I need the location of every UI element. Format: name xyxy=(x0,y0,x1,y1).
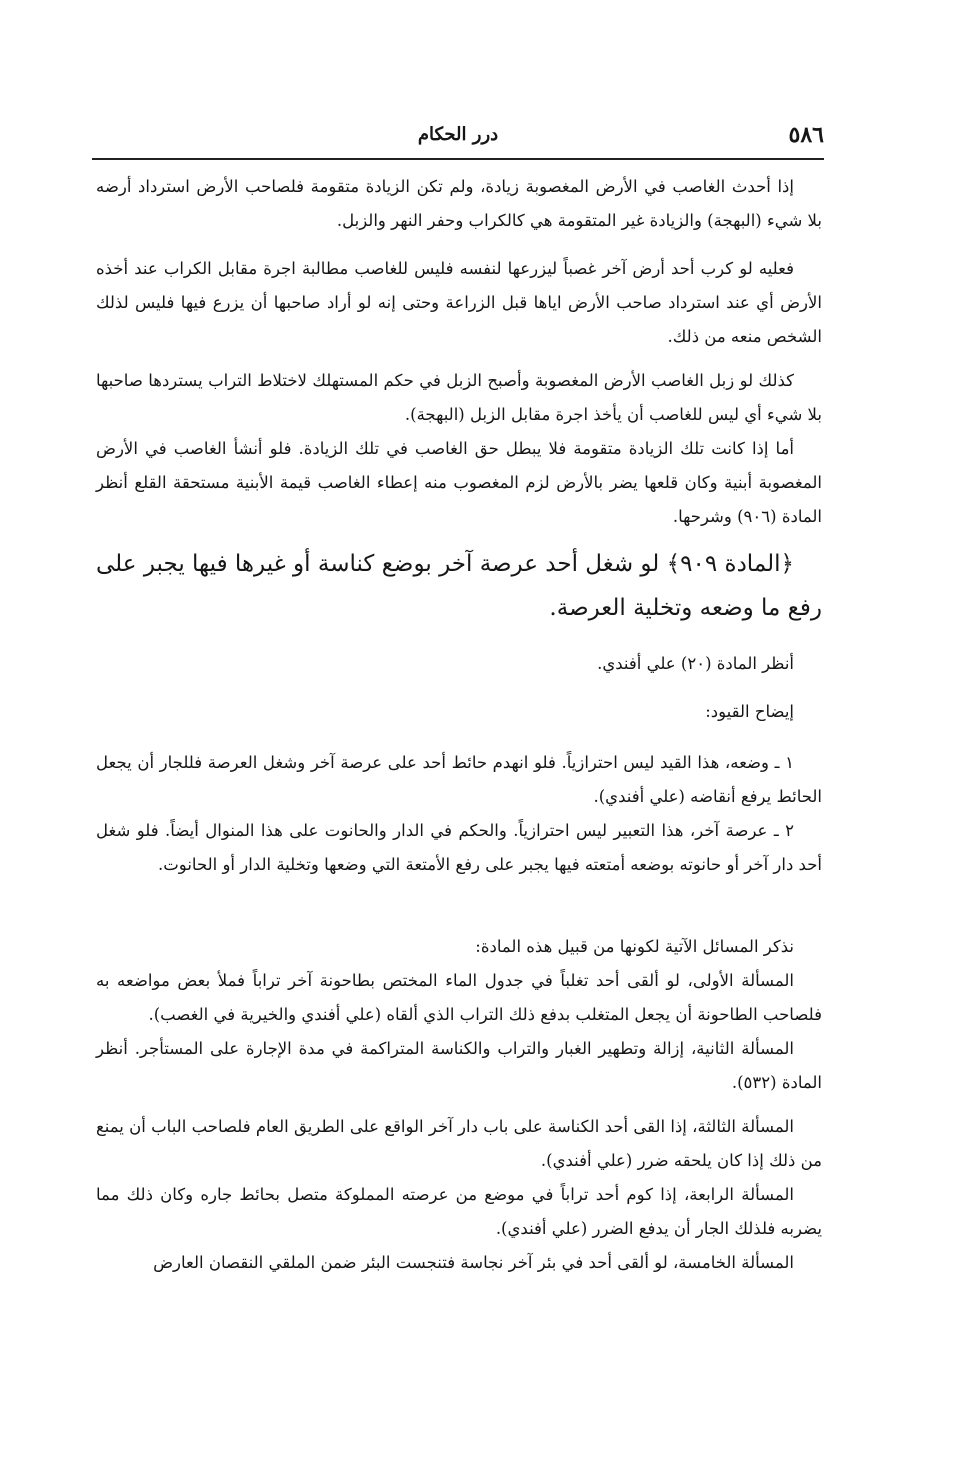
page-number: ٥٨٦ xyxy=(788,122,824,148)
page-body xyxy=(96,170,822,1430)
paragraph-3: كذلك لو زبل الغاصب الأرض المغصوبة وأصبح الزبل في حكم المستهلك لاختلاط التراب يستردها صاحبها بلا شيء أي ليس للغاصب أن يأخذ اجرة مقابل الزبل (البهجة). xyxy=(96,371,822,424)
paragraph-1: إذا أحدث الغاصب في الأرض المغصوبة زيادة، ولم تكن الزيادة متقومة فلصاحب الأرض استرداد أرضه بلا شيء (البهجة) والزيادة غير المتقومة هي كالكراب وحفر النهر والزبل. xyxy=(96,177,822,230)
paragraph-2: فعليه لو كرب أحد أرض آخر غصباً ليزرعها لنفسه فليس للغاصب مطالبة اجرة مقابل الكراب عند أخذه الأرض أي عند استرداد صاحب الأرض اياها قبل الزراعة وحتى إنه لو أراد صاحبها أن يزرع فيها فليس لذلك الشخص منعه من ذلك. xyxy=(96,259,822,346)
issue-3: المسألة الثالثة، إذا القى أحد الكناسة على باب دار آخر الواقع على الطريق العام فلصاحب الباب أن يمنع من ذلك إذا كان يلحقه ضرر (علي أفندي). xyxy=(96,1117,822,1170)
article-909: ﴿المادة ٩٠٩﴾ لو شغل أحد عرصة آخر بوضع كناسة أو غيرها فيها يجبر على رفع ما وضعه وتخلية العرصة. xyxy=(96,551,822,621)
constraint-2: ٢ ـ عرصة آخر، هذا التعبير ليس احترازياً. والحكم في الدار والحانوت على هذا المنوال أيضاً. فلو شغل أحد دار آخر أو حانوته بوضعه أمتعته فيها يجبر على رفع الأمتعة التي وضعها وتخلية الدار أو الحانوت. xyxy=(96,821,822,874)
page-header xyxy=(92,118,824,162)
paragraph-4: أما إذا كانت تلك الزيادة متقومة فلا يبطل حق الغاصب في تلك الزيادة. فلو أنشأ الغاصب في الأرض المغصوبة أبنية وكان قلعها يضر بالأرض لزم المغصوب منه إعطاء الغاصب قيمة الأبنية مستحقة القلع أنظر المادة (٩٠٦) وشرحها. xyxy=(96,439,822,526)
running-title: درر الحكام xyxy=(417,124,499,145)
constraints-heading: إيضاح القيود: xyxy=(705,702,794,721)
header-divider xyxy=(92,158,824,160)
issues-intro: نذكر المسائل الآتية لكونها من قبيل هذه المادة: xyxy=(475,937,794,956)
issue-4: المسألة الرابعة، إذا كوم أحد تراباً في موضع من عرصته المملوكة متصل بحائط جاره وكان ذلك مما يضربه فلذلك الجار أن يدفع الضرر (علي أفندي). xyxy=(96,1185,822,1238)
issue-5: المسألة الخامسة، لو ألقى أحد في بئر آخر نجاسة فتنجست البئر ضمن الملقي النقصان العارض xyxy=(153,1253,794,1272)
reference-line: أنظر المادة (٢٠) علي أفندي. xyxy=(597,654,794,673)
issue-1: المسألة الأولى، لو ألقى أحد تغلباً في جدول الماء المختص بطاحونة آخر تراباً فملأ بعض مواضعه به فلصاحب الطاحونة أن يجعل المتغلب بدفع ذلك التراب الذي ألقاه (علي أفندي والخيرية في الغصب). xyxy=(96,971,822,1024)
issue-2: المسألة الثانية، إزالة وتطهير الغبار والتراب والكناسة المتراكمة في مدة الإجارة على المستأجر. أنظر المادة (٥٣٢). xyxy=(96,1039,822,1092)
constraint-1: ١ ـ وضعه، هذا القيد ليس احترازياً. فلو انهدم حائط أحد على عرصة آخر وشغل العرصة فللجار أن يجعل الحائط يرفع أنقاضه (علي أفندي). xyxy=(96,753,822,806)
